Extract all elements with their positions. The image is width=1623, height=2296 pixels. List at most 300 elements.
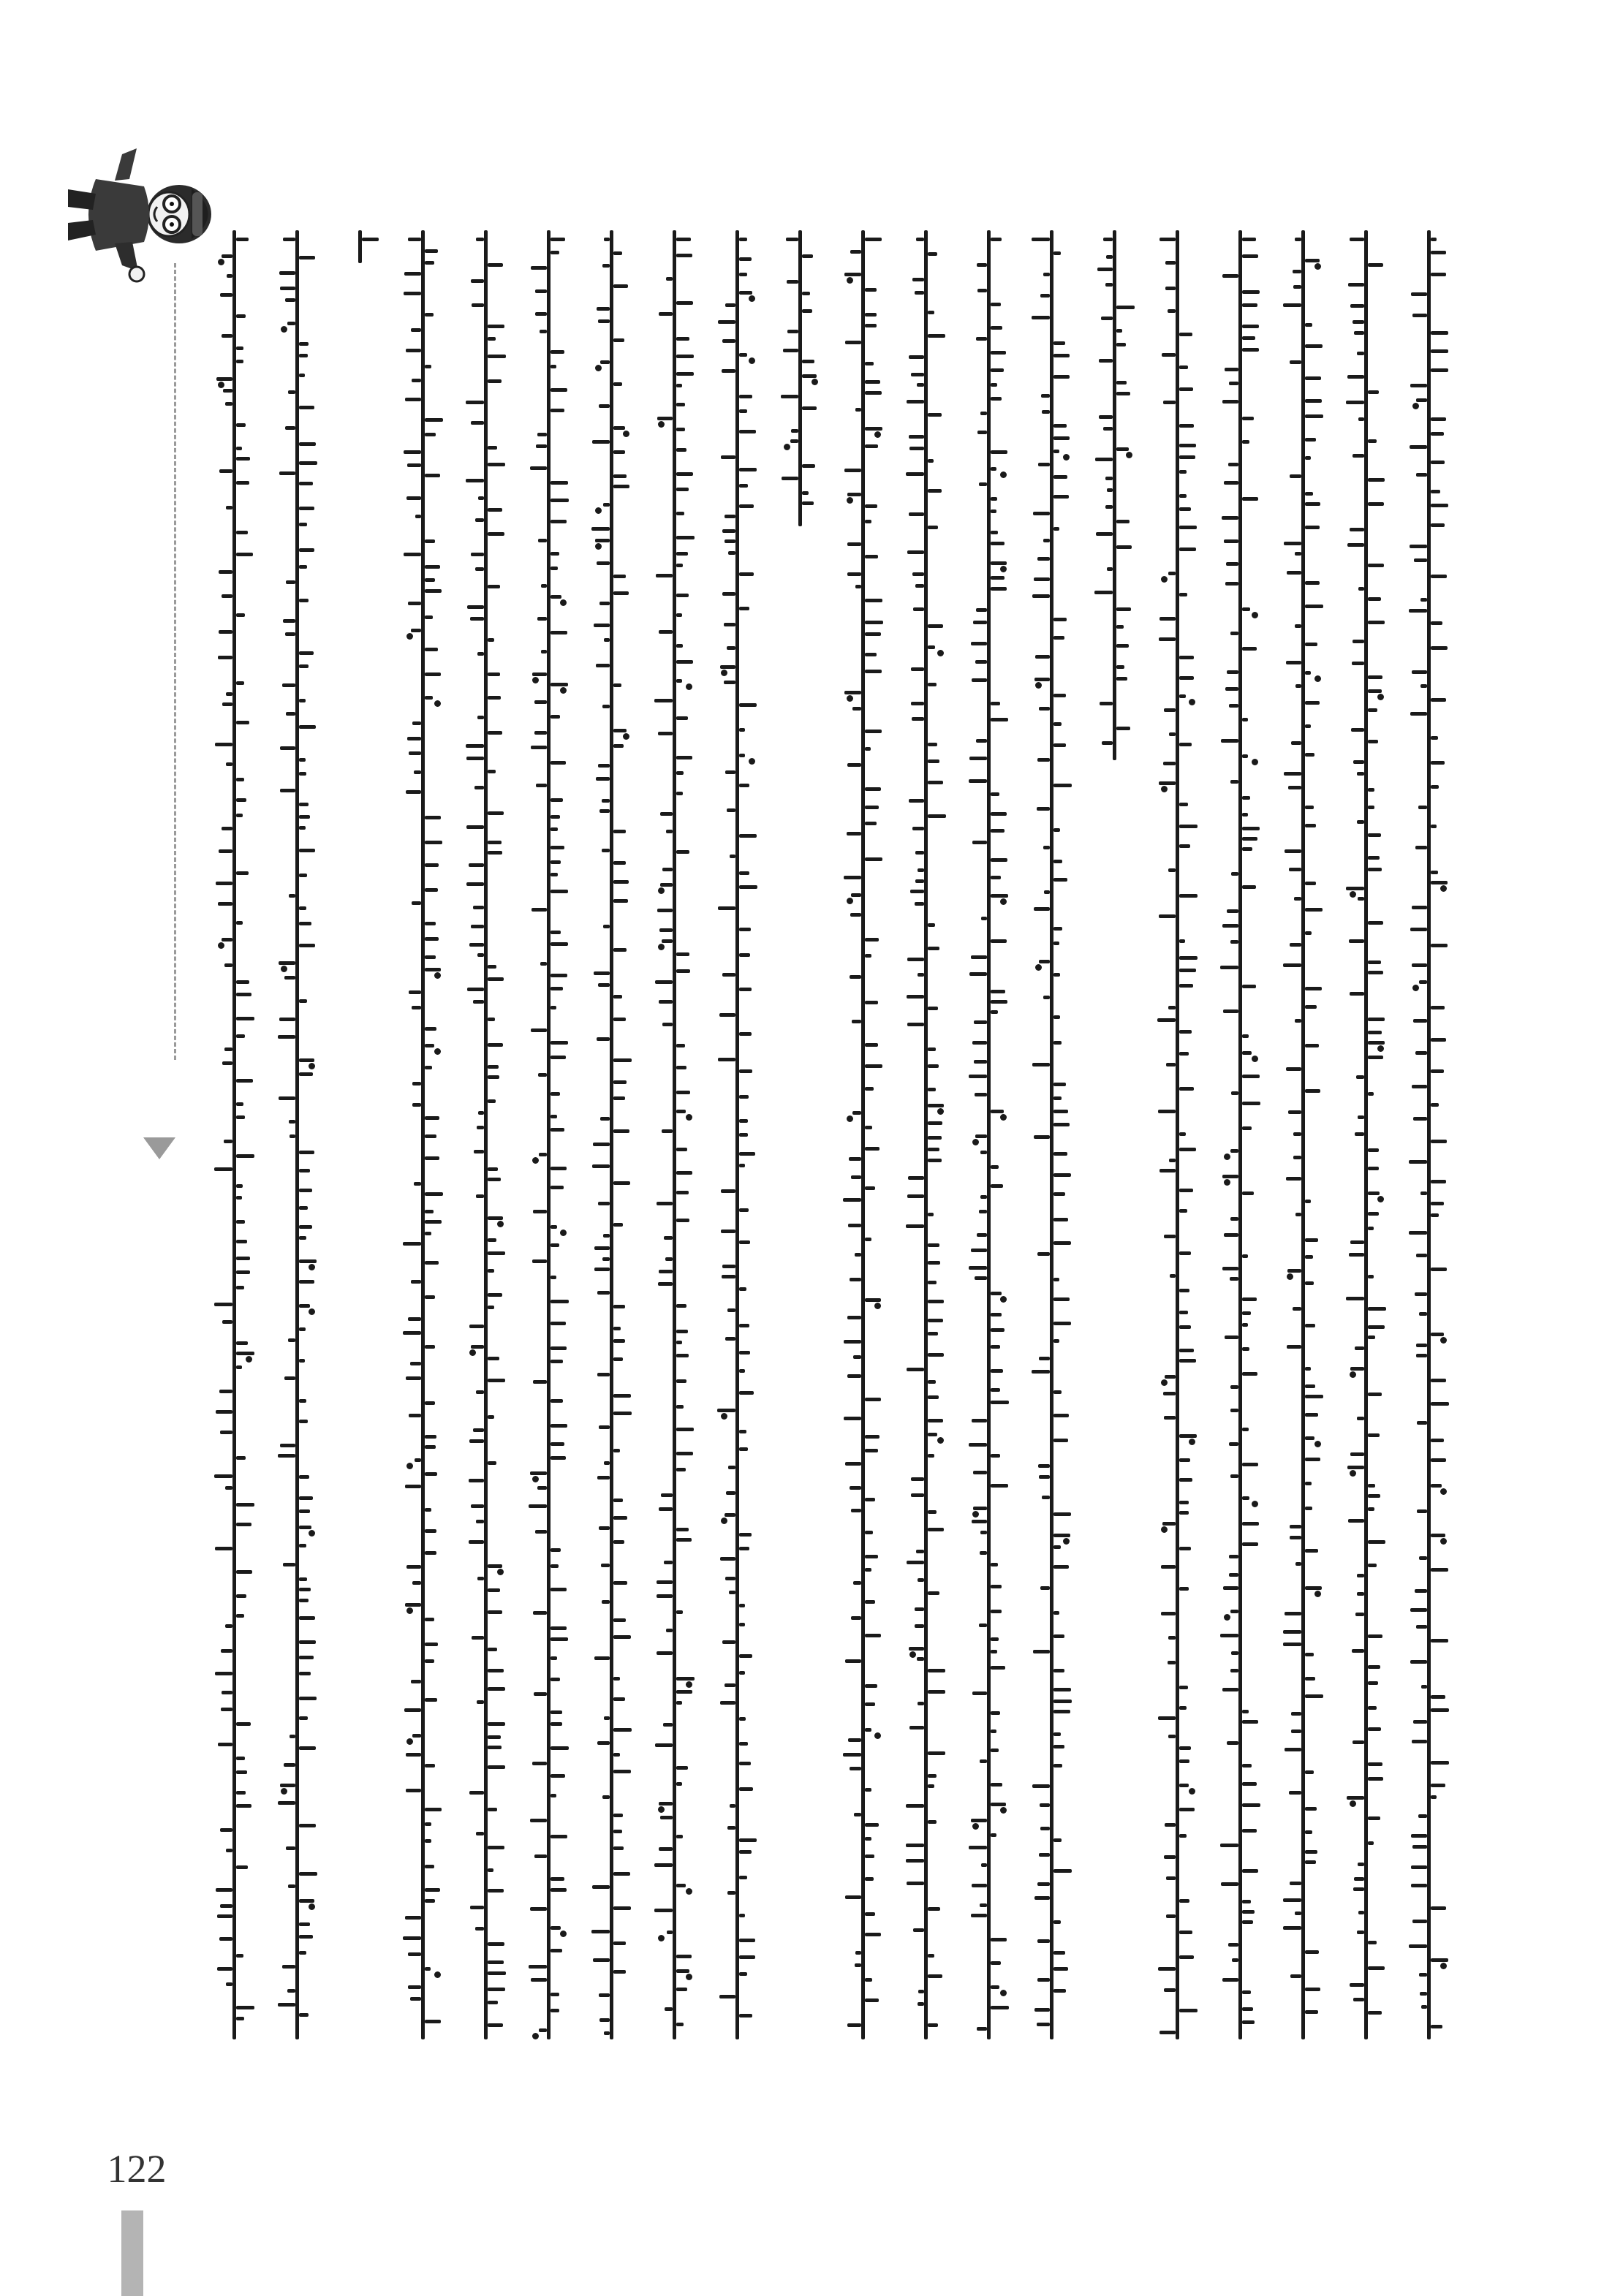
- script-stroke: [1179, 1955, 1194, 1959]
- script-stroke: [1053, 1534, 1070, 1537]
- script-stroke: [477, 1126, 484, 1129]
- script-stroke: [865, 1449, 878, 1452]
- script-stroke: [1223, 1586, 1238, 1590]
- script-stroke: [613, 426, 625, 430]
- script-stroke: [299, 1577, 307, 1581]
- script-stroke: [1368, 1727, 1381, 1731]
- script-stroke: [1179, 1834, 1187, 1838]
- script-stroke: [1431, 1639, 1448, 1643]
- script-stroke: [476, 1390, 484, 1394]
- script-stroke: [1033, 512, 1050, 515]
- script-stroke: [425, 249, 438, 253]
- script-stroke: [1431, 1140, 1447, 1143]
- script-stroke: [722, 369, 735, 373]
- script-stroke: [1409, 1160, 1427, 1164]
- script-stroke: [411, 1680, 421, 1683]
- script-stroke: [299, 1420, 308, 1423]
- script-stroke: [222, 1061, 232, 1065]
- script-stroke: [551, 238, 565, 241]
- script-stroke: [1161, 1565, 1176, 1569]
- script-stroke: [1229, 1555, 1238, 1558]
- script-stroke: [288, 1884, 295, 1888]
- script-stroke: [475, 1927, 484, 1931]
- script-stroke: [403, 1331, 421, 1335]
- script-stroke: [466, 401, 484, 404]
- script-stroke: [913, 607, 924, 611]
- script-stroke: [654, 699, 673, 702]
- script-stroke: [1431, 1906, 1446, 1910]
- script-stroke: [739, 871, 749, 875]
- script-stroke: [1099, 359, 1113, 363]
- script-stroke: [1164, 1855, 1176, 1859]
- script-stroke: [1431, 1458, 1446, 1462]
- script-stroke: [613, 338, 624, 342]
- script-stroke: [613, 1516, 627, 1520]
- script-stroke: [1358, 1863, 1364, 1866]
- script-stroke: [1291, 1712, 1301, 1716]
- script-stroke: [236, 360, 243, 363]
- script-stroke: [425, 1401, 435, 1405]
- script-stroke: [278, 1801, 295, 1805]
- script-stroke: [1039, 1357, 1050, 1360]
- script-dot: [972, 1511, 979, 1518]
- script-stroke: [551, 1399, 563, 1403]
- script-stroke: [739, 257, 752, 261]
- script-stroke: [662, 1023, 673, 1026]
- script-stroke: [488, 379, 502, 383]
- script-stroke: [236, 1570, 252, 1574]
- script-stroke: [991, 1165, 999, 1169]
- script-stroke: [1225, 687, 1238, 691]
- script-dot: [1252, 1056, 1258, 1062]
- script-stroke: [739, 1164, 745, 1167]
- script-dot: [658, 1806, 665, 1813]
- script-stroke: [910, 890, 924, 893]
- script-stroke: [551, 1006, 556, 1009]
- script-dot: [309, 1063, 315, 1069]
- script-stroke: [845, 341, 861, 344]
- script-stroke: [236, 423, 246, 427]
- script-stroke: [1305, 1367, 1311, 1371]
- script-stroke: [972, 1520, 987, 1523]
- script-stroke: [1305, 1281, 1314, 1285]
- script-stroke: [216, 1410, 232, 1414]
- script-stroke: [725, 515, 735, 518]
- script-stroke: [218, 656, 232, 659]
- script-stroke: [412, 1006, 421, 1009]
- script-stroke: [1179, 526, 1197, 529]
- script-stroke: [299, 565, 307, 569]
- script-stroke: [851, 1616, 861, 1620]
- script-stroke: [473, 906, 484, 909]
- script-stroke: [551, 1794, 556, 1797]
- script-stroke: [1242, 1372, 1257, 1376]
- script-dot: [721, 1518, 727, 1524]
- script-stroke: [727, 646, 735, 650]
- script-stroke: [1305, 259, 1320, 262]
- script-stroke: [1305, 1653, 1314, 1656]
- script-stroke: [551, 1722, 562, 1726]
- script-stroke: [865, 806, 879, 809]
- script-stroke: [216, 377, 232, 381]
- script-stroke: [1350, 1452, 1364, 1456]
- script-stroke: [1346, 1297, 1364, 1300]
- script-stroke: [1295, 1019, 1301, 1023]
- script-stroke: [1242, 1323, 1248, 1327]
- script-stroke: [425, 841, 442, 844]
- script-stroke: [613, 1540, 624, 1544]
- script-stroke: [299, 1746, 316, 1750]
- script-stroke: [613, 948, 627, 952]
- script-stroke: [476, 1832, 484, 1835]
- script-stroke: [1431, 1568, 1448, 1572]
- script-stroke: [534, 731, 547, 735]
- script-stroke: [659, 1802, 673, 1806]
- script-stroke: [1230, 1409, 1238, 1412]
- script-stroke: [591, 527, 610, 531]
- script-stroke: [599, 1425, 610, 1429]
- script-stroke: [1225, 1335, 1238, 1339]
- script-stroke: [739, 1351, 750, 1355]
- script-stroke: [676, 613, 682, 617]
- script-stroke: [1431, 785, 1439, 789]
- script-stem: [987, 230, 991, 2039]
- script-stroke: [1179, 1289, 1189, 1292]
- script-stroke: [604, 1716, 610, 1720]
- script-stroke: [604, 1461, 610, 1465]
- script-stroke: [1165, 287, 1176, 290]
- script-stroke: [406, 349, 421, 352]
- script-stroke: [299, 1236, 306, 1240]
- script-stroke: [236, 1115, 245, 1119]
- script-stroke: [236, 1079, 253, 1083]
- script-stroke: [1179, 387, 1193, 391]
- script-stroke: [1352, 640, 1364, 643]
- script-stroke: [1305, 1005, 1317, 1009]
- script-stroke: [991, 2006, 1009, 2009]
- script-stroke: [1168, 868, 1176, 872]
- script-stroke: [865, 1634, 881, 1637]
- script-stroke: [1350, 1983, 1364, 1987]
- script-stroke: [551, 1424, 567, 1428]
- script-stroke: [215, 1547, 232, 1550]
- script-stroke: [1242, 497, 1258, 501]
- script-stroke: [1161, 1612, 1176, 1615]
- script-dot: [1000, 1990, 1007, 1996]
- script-stroke: [855, 585, 861, 588]
- script-stroke: [299, 507, 314, 510]
- script-stroke: [739, 1955, 755, 1959]
- script-stroke: [1431, 1708, 1449, 1712]
- script-stroke: [1305, 987, 1322, 990]
- script-stroke: [980, 1151, 987, 1154]
- triangle-down-icon: [143, 1137, 175, 1159]
- script-stroke: [662, 868, 673, 871]
- script-stroke: [928, 1690, 945, 1694]
- script-stroke: [471, 553, 484, 556]
- script-stroke: [425, 1345, 435, 1349]
- script-stroke: [1368, 1393, 1382, 1396]
- script-stroke: [425, 1508, 431, 1512]
- script-stroke: [991, 876, 1001, 879]
- script-stroke: [991, 939, 1007, 943]
- script-stroke: [1242, 2020, 1255, 2024]
- script-stroke: [289, 1120, 295, 1124]
- script-stroke: [1039, 1475, 1050, 1479]
- script-stroke: [1242, 1034, 1249, 1038]
- script-stroke: [1305, 1324, 1315, 1327]
- script-stroke: [551, 1300, 569, 1303]
- script-stroke: [1224, 539, 1238, 543]
- script-stroke: [222, 938, 232, 941]
- script-stroke: [214, 1303, 232, 1306]
- script-dot: [281, 966, 287, 972]
- script-stroke: [1116, 607, 1131, 611]
- script-stroke: [466, 882, 484, 886]
- script-stroke: [475, 518, 484, 522]
- script-stroke: [613, 1618, 626, 1622]
- script-stroke: [533, 1380, 547, 1384]
- script-stroke: [592, 1885, 610, 1889]
- text-column: [716, 230, 757, 2039]
- script-stroke: [1230, 780, 1238, 784]
- script-stroke: [1242, 1869, 1258, 1873]
- script-stroke: [971, 1249, 987, 1252]
- script-stroke: [1431, 1006, 1445, 1009]
- script-stroke: [604, 238, 610, 241]
- script-dot: [686, 1974, 692, 1980]
- script-stroke: [1222, 1978, 1238, 1982]
- script-stroke: [1353, 760, 1364, 764]
- script-stroke: [1179, 1759, 1189, 1763]
- script-stroke: [551, 1360, 563, 1363]
- script-stroke: [299, 922, 311, 925]
- script-stroke: [802, 491, 809, 495]
- script-stroke: [467, 605, 484, 609]
- script-stroke: [1116, 306, 1135, 309]
- script-stroke: [1349, 939, 1364, 943]
- script-stroke: [1230, 1217, 1238, 1221]
- script-stem: [1301, 230, 1305, 2039]
- script-stroke: [488, 1075, 499, 1079]
- script-stroke: [1053, 251, 1061, 255]
- script-stroke: [299, 548, 314, 552]
- script-stroke: [472, 303, 484, 307]
- script-stroke: [1431, 504, 1448, 507]
- script-stroke: [236, 993, 251, 996]
- script-stroke: [1221, 739, 1238, 743]
- script-stroke: [425, 261, 434, 265]
- script-stroke: [477, 716, 484, 719]
- script-stroke: [739, 273, 747, 276]
- script-stem: [295, 230, 299, 2039]
- script-stroke: [1179, 1931, 1192, 1934]
- script-stroke: [280, 746, 295, 750]
- script-stroke: [613, 1181, 630, 1185]
- script-stroke: [551, 931, 561, 934]
- script-stroke: [1356, 1075, 1364, 1079]
- script-stroke: [425, 365, 431, 368]
- script-stroke: [236, 2006, 254, 2009]
- script-stroke: [1305, 2010, 1318, 2014]
- script-stroke: [1162, 1522, 1176, 1526]
- script-stroke: [299, 599, 309, 602]
- script-stroke: [299, 442, 316, 446]
- script-stroke: [1368, 1966, 1385, 1970]
- script-stroke: [1037, 557, 1050, 561]
- script-stroke: [739, 1324, 749, 1327]
- script-stroke: [1179, 424, 1194, 428]
- script-stroke: [1286, 1177, 1301, 1181]
- script-stroke: [739, 504, 754, 508]
- script-stroke: [1101, 317, 1113, 320]
- script-stroke: [1032, 1063, 1050, 1066]
- script-stroke: [478, 1111, 484, 1115]
- script-stroke: [299, 772, 306, 776]
- script-stroke: [1368, 806, 1374, 809]
- script-dot: [406, 1607, 413, 1614]
- script-stroke: [739, 1762, 751, 1765]
- script-stroke: [488, 1099, 496, 1103]
- script-stroke: [1419, 1973, 1427, 1977]
- script-stroke: [928, 781, 943, 784]
- script-dot: [434, 1971, 441, 1978]
- text-column: [591, 230, 632, 2039]
- script-stroke: [1159, 1169, 1176, 1172]
- script-stroke: [1053, 1700, 1072, 1703]
- script-stroke: [488, 463, 505, 466]
- script-stroke: [676, 1766, 688, 1770]
- script-stroke: [476, 238, 484, 241]
- script-stroke: [1305, 1860, 1316, 1864]
- script-stroke: [220, 1431, 232, 1434]
- script-stroke: [1351, 728, 1364, 732]
- script-stroke: [722, 973, 735, 977]
- script-stroke: [613, 683, 621, 687]
- script-stroke: [601, 1564, 610, 1567]
- script-dot: [847, 695, 853, 702]
- script-stroke: [1159, 637, 1176, 641]
- script-stroke: [1053, 1688, 1071, 1691]
- script-stroke: [406, 496, 421, 500]
- script-stroke: [802, 309, 812, 313]
- script-stroke: [1368, 1706, 1377, 1710]
- text-column: [1094, 230, 1135, 760]
- script-stroke: [725, 1513, 735, 1517]
- script-stroke: [1179, 444, 1196, 447]
- script-stroke: [976, 739, 987, 743]
- script-stroke: [285, 426, 295, 430]
- script-stroke: [425, 474, 440, 477]
- script-stroke: [865, 621, 883, 624]
- script-stroke: [488, 1238, 496, 1242]
- script-stroke: [1353, 1998, 1364, 2001]
- script-stroke: [403, 1242, 421, 1246]
- script-stroke: [1293, 1156, 1301, 1159]
- script-stroke: [425, 1232, 431, 1235]
- script-stroke: [299, 1672, 311, 1675]
- script-stroke: [1179, 1359, 1196, 1363]
- script-stroke: [991, 1666, 1005, 1670]
- script-stroke: [739, 238, 747, 241]
- script-stroke: [1242, 1297, 1257, 1301]
- script-stroke: [991, 1328, 1005, 1332]
- script-stroke: [425, 1529, 436, 1533]
- script-stroke: [551, 1056, 566, 1059]
- script-stroke: [1289, 868, 1301, 871]
- script-stroke: [718, 906, 735, 910]
- script-stroke: [1053, 1278, 1059, 1281]
- script-stroke: [972, 841, 987, 844]
- script-stroke: [728, 1466, 735, 1469]
- script-stroke: [1287, 571, 1301, 575]
- script-stem: [924, 230, 928, 2039]
- script-stroke: [1431, 368, 1448, 372]
- script-stroke: [719, 1013, 735, 1017]
- script-stroke: [991, 858, 1007, 862]
- script-stroke: [722, 1265, 735, 1268]
- script-stroke: [218, 902, 232, 906]
- script-stroke: [725, 770, 735, 774]
- script-stroke: [865, 1147, 879, 1151]
- script-stroke: [531, 746, 547, 749]
- script-stroke: [1431, 1439, 1444, 1442]
- script-stroke: [1295, 1912, 1301, 1915]
- script-stroke: [1222, 1175, 1238, 1178]
- script-stroke: [1290, 474, 1301, 478]
- script-stroke: [477, 1700, 484, 1704]
- script-stroke: [591, 1930, 610, 1933]
- script-stroke: [236, 1102, 243, 1106]
- script-stroke: [1053, 475, 1067, 479]
- script-dot: [1440, 1337, 1447, 1344]
- script-stroke: [907, 958, 924, 961]
- script-stroke: [604, 2031, 610, 2035]
- script-stroke: [1179, 1148, 1196, 1151]
- script-stroke: [488, 1687, 505, 1691]
- script-stroke: [739, 607, 749, 610]
- script-stroke: [1225, 582, 1238, 586]
- script-stroke: [226, 762, 232, 766]
- script-stroke: [666, 1629, 673, 1632]
- script-dot: [1314, 1441, 1321, 1447]
- script-stroke: [1116, 545, 1132, 549]
- script-stroke: [676, 2023, 684, 2026]
- script-stroke: [488, 585, 500, 588]
- script-stroke: [1221, 1882, 1238, 1886]
- script-dot: [937, 650, 944, 656]
- script-stroke: [865, 1998, 879, 2002]
- script-stroke: [299, 482, 313, 485]
- script-stroke: [657, 1594, 673, 1598]
- script-stroke: [1358, 417, 1364, 421]
- script-dot: [847, 277, 853, 284]
- script-stroke: [1420, 684, 1427, 688]
- script-stroke: [1032, 594, 1050, 598]
- script-stroke: [1230, 940, 1238, 944]
- script-stroke: [1242, 336, 1255, 340]
- script-stroke: [1417, 1421, 1427, 1425]
- script-stroke: [727, 808, 735, 812]
- script-stroke: [722, 592, 735, 596]
- script-stroke: [1040, 1586, 1050, 1590]
- script-stroke: [909, 799, 924, 803]
- script-stroke: [676, 1405, 684, 1409]
- script-stroke: [1242, 1542, 1258, 1546]
- script-stroke: [655, 980, 673, 984]
- script-stroke: [599, 602, 610, 605]
- script-stroke: [1242, 440, 1249, 444]
